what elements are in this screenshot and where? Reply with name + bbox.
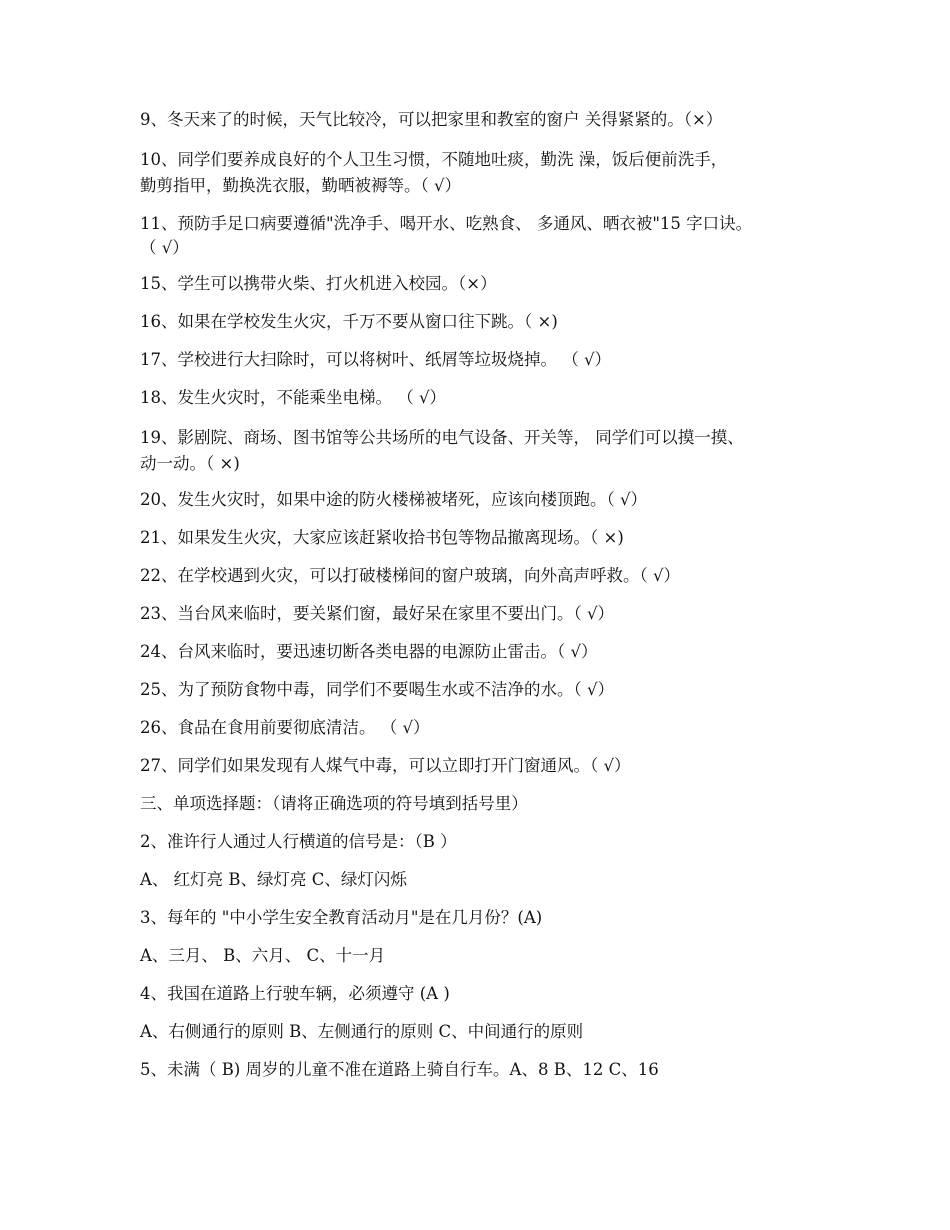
item-11-line-2: （ √） <box>140 238 189 257</box>
question-4: 4、我国在道路上行驶车辆，必须遵守 (A ) <box>140 984 450 1003</box>
item-17: 17、学校进行大扫除时，可以将树叶、纸屑等垃圾烧掉。 （ √） <box>140 350 611 369</box>
item-19-line-2: 动一动。（ ×) <box>140 454 240 473</box>
item-15: 15、学生可以携带火柴、打火机进入校园。（×） <box>140 274 497 293</box>
item-23: 23、当台风来临时，要关紧们窗，最好呆在家里不要出门。（ √） <box>140 604 615 623</box>
item-16: 16、如果在学校发生火灾，千万不要从窗口往下跳。（ ×) <box>140 312 558 331</box>
item-21: 21、如果发生火灾，大家应该赶紧收拾书包等物品撤离现场。（ ×) <box>140 528 624 547</box>
item-20: 20、发生火灾时，如果中途的防火楼梯被堵死，应该向楼顶跑。（ √） <box>140 490 648 509</box>
question-4-options: A、右侧通行的原则 B、左侧通行的原则 C、中间通行的原则 <box>140 1022 584 1041</box>
item-22: 22、在学校遇到火灾，可以打破楼梯间的窗户玻璃，向外高声呼救。（ √） <box>140 566 681 585</box>
item-24: 24、台风来临时，要迅速切断各类电器的电源防止雷击。（ √） <box>140 642 598 661</box>
item-25: 25、为了预防食物中毒，同学们不要喝生水或不洁净的水。（ √） <box>140 680 615 699</box>
item-19-line-1: 19、影剧院、商场、图书馆等公共场所的电气设备、开关等， 同学们可以摸一摸、 <box>140 428 744 447</box>
item-9: 9、冬天来了的时候，天气比较冷，可以把家里和教室的窗户 关得紧紧的。（×） <box>140 110 723 129</box>
question-2-options: A、 红灯亮 B、绿灯亮 C、绿灯闪烁 <box>140 870 407 889</box>
item-27: 27、同学们如果发现有人煤气中毒，可以立即打开门窗通风。（ √） <box>140 756 631 775</box>
section-heading: 三、单项选择题：（请将正确选项的符号填到括号里） <box>140 794 528 813</box>
item-10-line-1: 10、同学们要养成良好的个人卫生习惯，不随地吐痰，勤洗 澡，饭后便前洗手， <box>140 150 728 169</box>
question-3-options: A、三月、 B、六月、 C、十一月 <box>140 946 386 965</box>
item-26: 26、食品在食用前要彻底清洁。 （ √） <box>140 718 430 737</box>
item-10-line-2: 勤剪指甲，勤换洗衣服，勤晒被褥等。（ √） <box>140 176 462 195</box>
question-5: 5、未满（ B) 周岁的儿童不准在道路上骑自行车。A、8 B、12 C、16 <box>140 1060 659 1079</box>
question-2: 2、准许行人通过人行横道的信号是：（B ） <box>140 832 457 851</box>
item-11-line-1: 11、预防手足口病要遵循"洗净手、喝开水、吃熟食、 多通风、晒衣被"15 字口诀。 <box>140 214 753 233</box>
item-18: 18、发生火灾时，不能乘坐电梯。 （ √） <box>140 388 446 407</box>
question-3: 3、每年的 "中小学生安全教育活动月"是在几月份？(A) <box>140 908 543 927</box>
